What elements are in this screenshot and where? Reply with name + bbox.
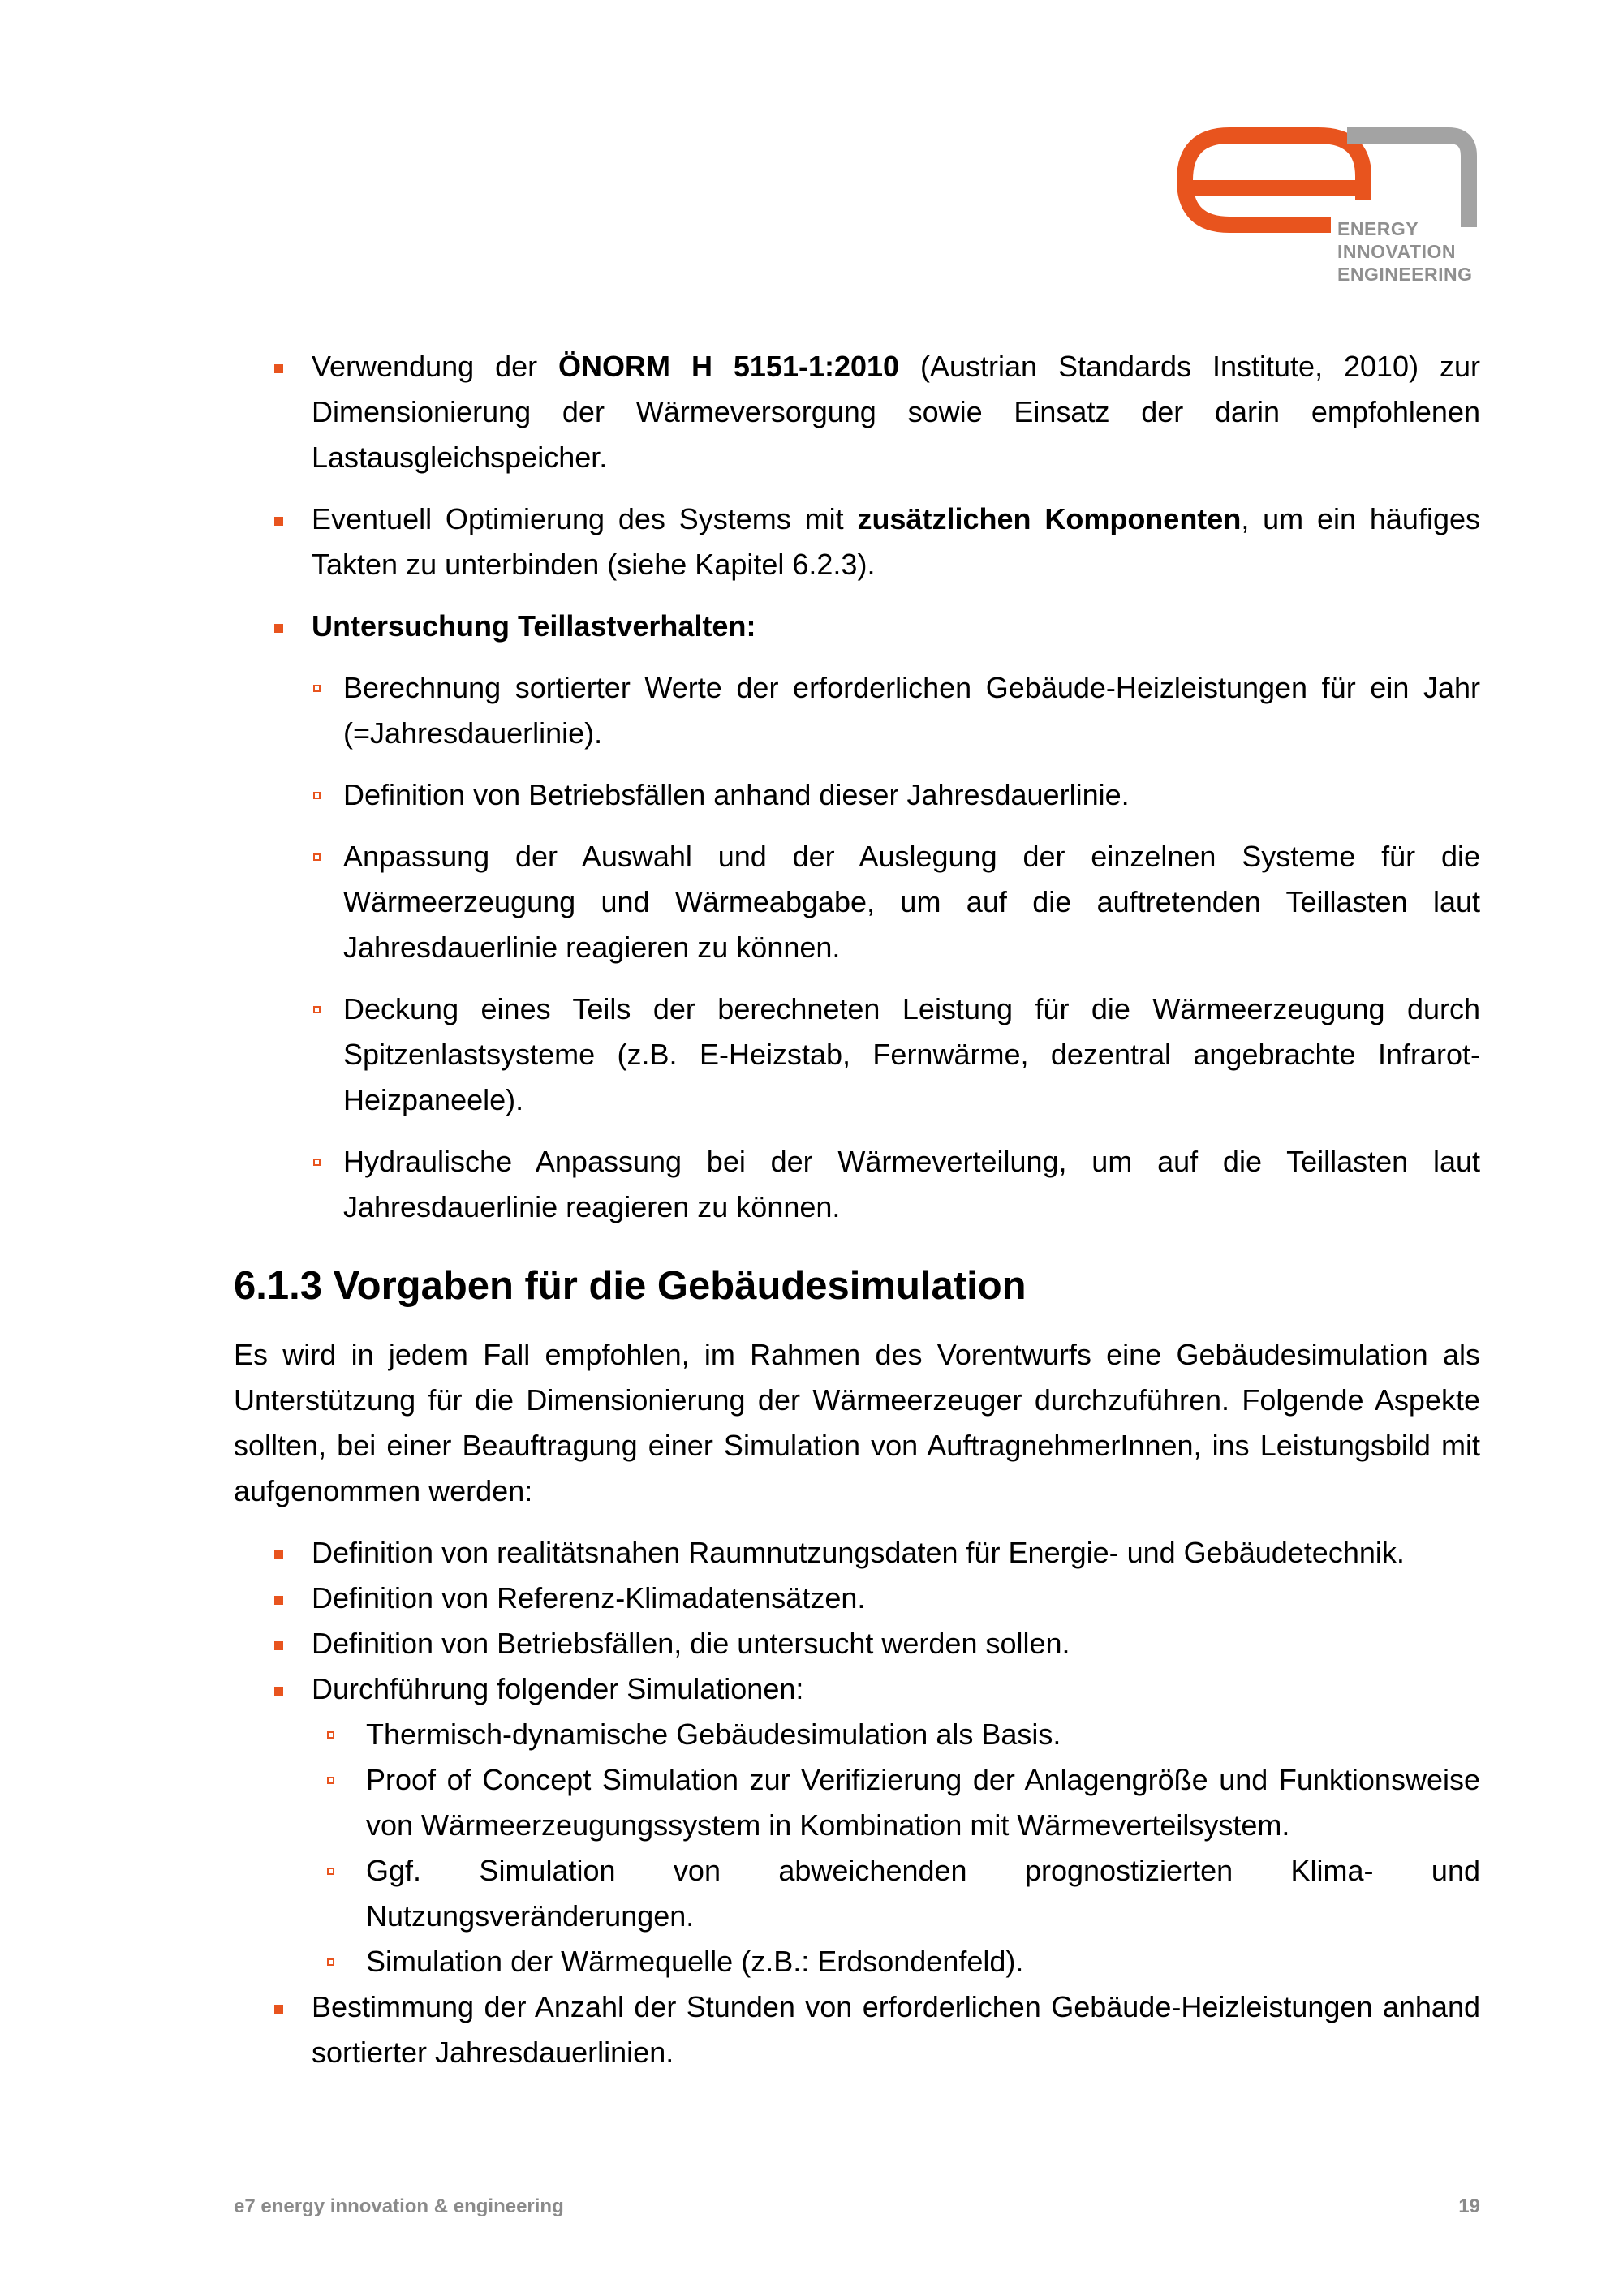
- hollow-square-bullet-icon: [313, 853, 321, 861]
- list-item: Anpassung der Auswahl und der Auslegung der einzelnen Systeme für die Wärmeerzeugung und Wärmeabgabe, um auf die auftretenden Teillasten laut Jahresdauerlinie reagieren zu können.: [234, 834, 1480, 970]
- hollow-square-bullet-icon: [313, 685, 321, 692]
- square-bullet-icon: [274, 2005, 283, 2014]
- simulation-sub-list: [234, 1712, 1480, 1984]
- square-bullet-icon: [274, 624, 283, 633]
- list-item: Definition von Betriebsfällen, die untersucht werden sollen.: [234, 1621, 1480, 1666]
- logo-line-engineering: ENGINEERING: [1337, 264, 1473, 285]
- section-heading: 6.1.3 Vorgaben für die Gebäudesimulation: [234, 1264, 1027, 1308]
- simulation-bullet-list: [234, 1530, 1480, 2075]
- list-item: Untersuchung Teillastverhalten:: [234, 604, 1480, 649]
- square-bullet-icon: [274, 1596, 283, 1605]
- top-bullet-list: [234, 344, 1480, 649]
- list-item: Deckung eines Teils der berechneten Leistung für die Wärmeerzeugung durch Spitzenlastsysteme (z.B. E-Heizstab, Fernwärme, dezentral angebrachte Infrarot-Heizpaneele).: [234, 987, 1480, 1123]
- nested-list-container: [234, 1712, 1480, 1984]
- logo-line-innovation: INNOVATION: [1337, 241, 1456, 262]
- list-item: Definition von Referenz-Klimadatensätzen.: [234, 1576, 1480, 1621]
- hollow-square-bullet-icon: [327, 1958, 334, 1966]
- list-item: Definition von Betriebsfällen anhand dieser Jahresdauerlinie.: [234, 772, 1480, 818]
- teillast-sub-list: [234, 665, 1480, 1230]
- list-item: Hydraulische Anpassung bei der Wärmeverteilung, um auf die Teillasten laut Jahresdauerlinie reagieren zu können.: [234, 1139, 1480, 1230]
- list-item: Bestimmung der Anzahl der Stunden von erforderlichen Gebäude-Heizleistungen anhand sortierter Jahresdauerlinien.: [234, 1984, 1480, 2075]
- hollow-square-bullet-icon: [327, 1731, 334, 1739]
- page-content: [234, 344, 1480, 2075]
- list-item: Definition von realitätsnahen Raumnutzungsdaten für Energie- und Gebäudetechnik.: [234, 1530, 1480, 1576]
- list-item: Proof of Concept Simulation zur Verifizierung der Anlagengröße und Funktionsweise von Wärmeerzeugungssystem in Kombination mit Wärmeverteilsystem.: [234, 1757, 1480, 1848]
- logo-text: [1337, 217, 1473, 286]
- square-bullet-icon: [274, 517, 283, 526]
- footer-page-number: 19: [1458, 2195, 1480, 2217]
- section-intro: Es wird in jedem Fall empfohlen, im Rahmen des Vorentwurfs eine Gebäudesimulation als Unterstützung für die Dimensionierung der Wärmeerzeuger durchzuführen. Folgende Aspekte sollten, bei einer Beauftragung einer Simulation von AuftragnehmerInnen, ins Leistungsbild mit aufgenommen werden:: [234, 1338, 1480, 1507]
- list-item: Berechnung sortierter Werte der erforderlichen Gebäude-Heizleistungen für ein Jahr (=Jahresdauerlinie).: [234, 665, 1480, 756]
- square-bullet-icon: [274, 1641, 283, 1650]
- list-item: Verwendung der ÖNORM H 5151-1:2010 (Austrian Standards Institute, 2010) zur Dimensionierung der Wärmeversorgung sowie Einsatz der darin empfohlenen Lastausgleichspeicher.: [234, 344, 1480, 480]
- list-item: Simulation der Wärmequelle (z.B.: Erdsondenfeld).: [234, 1939, 1480, 1984]
- hollow-square-bullet-icon: [313, 1159, 321, 1166]
- hollow-square-bullet-icon: [313, 1006, 321, 1013]
- list-item: Thermisch-dynamische Gebäudesimulation als Basis.: [234, 1712, 1480, 1757]
- hollow-square-bullet-icon: [327, 1777, 334, 1784]
- logo-line-energy: ENERGY: [1337, 218, 1419, 239]
- square-bullet-icon: [274, 1550, 283, 1559]
- square-bullet-icon: [274, 1687, 283, 1696]
- hollow-square-bullet-icon: [313, 792, 321, 799]
- list-item: Eventuell Optimierung des Systems mit zusätzlichen Komponenten, um ein häufiges Takten zu unterbinden (siehe Kapitel 6.2.3).: [234, 497, 1480, 587]
- footer-company: e7 energy innovation & engineering: [234, 2195, 564, 2217]
- list-item: Ggf. Simulation von abweichenden prognostizierten Klima- und Nutzungsveränderungen.: [234, 1848, 1480, 1939]
- hollow-square-bullet-icon: [327, 1868, 334, 1875]
- list-item: Durchführung folgender Simulationen:: [234, 1666, 1480, 1712]
- square-bullet-icon: [274, 364, 283, 373]
